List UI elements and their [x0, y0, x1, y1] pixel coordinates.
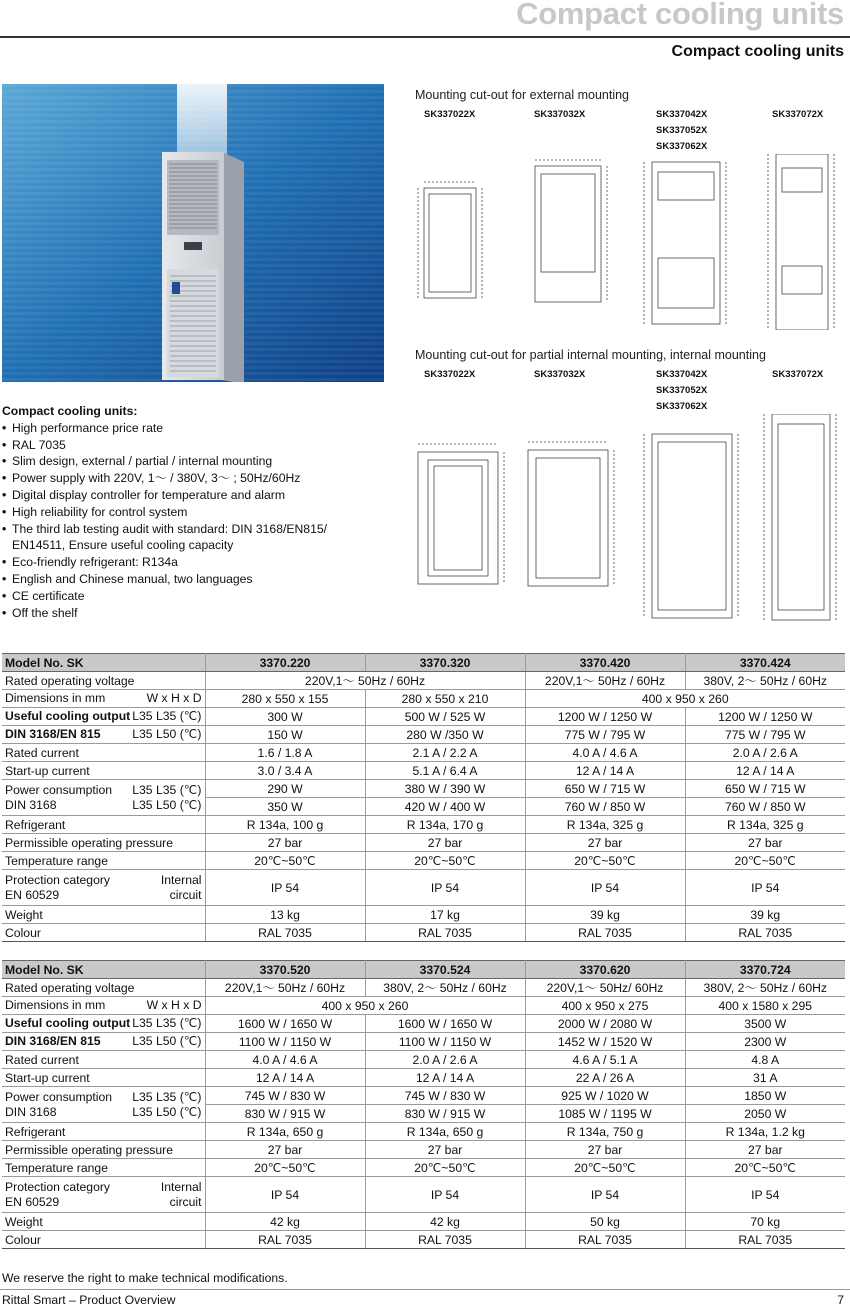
table-cell: 1850 W [685, 1087, 845, 1105]
table-cell: R 134a, 1.2 kg [685, 1123, 845, 1141]
feature-item: • CE certificate [2, 588, 382, 605]
table-cell: 1452 W / 1520 W [525, 1033, 685, 1051]
row-label: Weight [2, 1213, 205, 1231]
diagram-model-label: SK337042X SK337052X SK337062X [656, 109, 708, 152]
row-label: Start-up current [2, 762, 205, 780]
table-row [2, 997, 845, 1015]
table-cell: RAL 7035 [365, 924, 525, 942]
feature-item: • High reliability for control system [2, 504, 382, 521]
feature-item: • High performance price rate [2, 420, 382, 437]
table-cell: 31 A [685, 1069, 845, 1087]
table-cell: 830 W / 915 W [205, 1105, 365, 1123]
table-row [2, 690, 845, 708]
table-cell: 290 W [205, 780, 365, 798]
table-row [2, 1015, 845, 1033]
table-cell: 380V, 2～ 50Hz / 60Hz [365, 979, 525, 997]
table-cell: RAL 7035 [525, 924, 685, 942]
row-label: DIN 3168 [5, 797, 57, 812]
table-cell: 3.0 / 3.4 A [205, 762, 365, 780]
table-cell: 1.6 / 1.8 A [205, 744, 365, 762]
table-row [2, 780, 845, 798]
table-cell: IP 54 [365, 1177, 525, 1213]
table-cell: 2.0 A / 2.6 A [365, 1051, 525, 1069]
table-cell: RAL 7035 [525, 1231, 685, 1249]
row-label: Power consumption [5, 1089, 113, 1104]
external-mounting-caption: Mounting cut-out for external mounting [415, 88, 630, 102]
table-row [2, 924, 845, 942]
table-row [2, 979, 845, 997]
table-cell: 22 A / 26 A [525, 1069, 685, 1087]
table-cell: 220V,1～ 50Hz/ 60Hz [525, 979, 685, 997]
diagram-model-label: SK337072X [772, 369, 824, 380]
table-cell: RAL 7035 [365, 1231, 525, 1249]
row-label: Rated operating voltage [2, 672, 205, 690]
spec-table-2 [2, 960, 845, 1249]
model-number: 3370.724 [685, 961, 845, 979]
row-label: Temperature range [2, 1159, 205, 1177]
table-row [2, 870, 845, 906]
table-cell: 27 bar [365, 1141, 525, 1159]
table-cell: 220V,1～ 50Hz / 60Hz [205, 672, 525, 690]
table-row [2, 816, 845, 834]
feature-item: • Eco-friendly refrigerant: R134a [2, 554, 382, 571]
table-row [2, 1231, 845, 1249]
row-label-unit: L35 L35 (℃) [132, 1089, 202, 1104]
row-label-unit: circuit [169, 887, 202, 902]
table-cell: 27 bar [685, 1141, 845, 1159]
table-cell: 745 W / 830 W [205, 1087, 365, 1105]
feature-item: EN14511, Ensure useful cooling capacity [12, 538, 234, 553]
row-label: DIN 3168 [5, 1104, 57, 1119]
table-cell: R 134a, 650 g [205, 1123, 365, 1141]
table-cell: 20℃~50℃ [525, 1159, 685, 1177]
table-cell: 400 x 950 x 275 [525, 997, 685, 1015]
table-cell: 20℃~50℃ [685, 852, 845, 870]
diagram-model-label: SK337032X [534, 369, 586, 380]
internal-mounting-caption: Mounting cut-out for partial internal mounting, internal mounting [415, 348, 766, 362]
row-label-unit: W x H x D [146, 691, 202, 705]
table-cell: 13 kg [205, 906, 365, 924]
table-cell: 775 W / 795 W [685, 726, 845, 744]
diagram-model-label: SK337022X [424, 369, 476, 380]
row-label: Permissible operating pressure [2, 1141, 205, 1159]
table-cell: RAL 7035 [685, 1231, 845, 1249]
row-label: DIN 3168/EN 815 [5, 1034, 101, 1048]
table-cell: 2.1 A / 2.2 A [365, 744, 525, 762]
table-cell: 380V, 2～ 50Hz / 60Hz [685, 672, 845, 690]
row-label: Useful cooling output [5, 709, 131, 723]
model-number: 3370.220 [205, 654, 365, 672]
table-row [2, 726, 845, 744]
model-number: 3370.524 [365, 961, 525, 979]
table-cell: RAL 7035 [685, 924, 845, 942]
title-rule [0, 36, 850, 38]
table-cell: 27 bar [365, 834, 525, 852]
feature-item: • Power supply with 220V, 1～ / 380V, 3～ ; 50Hz/60Hz [2, 470, 382, 487]
feature-item: • The third lab testing audit with standard: DIN 3168/EN815/ [2, 521, 382, 538]
table-cell: 12 A / 14 A [685, 762, 845, 780]
model-number: 3370.320 [365, 654, 525, 672]
table-cell: 42 kg [205, 1213, 365, 1231]
model-number: 3370.620 [525, 961, 685, 979]
table-cell: 420 W / 400 W [365, 798, 525, 816]
row-label-unit: L35 L50 (℃) [132, 1034, 202, 1048]
table-cell: RAL 7035 [205, 924, 365, 942]
table-cell: 760 W / 850 W [525, 798, 685, 816]
row-label: Rated current [2, 1051, 205, 1069]
table-cell: 400 x 1580 x 295 [685, 997, 845, 1015]
table-cell: 1100 W / 1150 W [205, 1033, 365, 1051]
table-cell: R 134a, 100 g [205, 816, 365, 834]
table-cell: IP 54 [685, 870, 845, 906]
table-cell: 830 W / 915 W [365, 1105, 525, 1123]
row-label-unit: L35 L50 (℃) [132, 727, 202, 741]
table-cell: 150 W [205, 726, 365, 744]
table-cell: R 134a, 170 g [365, 816, 525, 834]
table-cell: 1200 W / 1250 W [525, 708, 685, 726]
table-cell: IP 54 [205, 870, 365, 906]
row-label: Dimensions in mm [5, 691, 106, 705]
table-cell: 400 x 950 x 260 [525, 690, 845, 708]
model-number: 3370.424 [685, 654, 845, 672]
row-label: Weight [2, 906, 205, 924]
table-cell: 70 kg [685, 1213, 845, 1231]
row-label-unit: circuit [169, 1194, 202, 1209]
row-label: Permissible operating pressure [2, 834, 205, 852]
row-label-unit: L35 L35 (℃) [132, 1016, 202, 1030]
row-label-unit: L35 L50 (℃) [132, 1104, 202, 1119]
table-cell: 4.8 A [685, 1051, 845, 1069]
model-number: 3370.520 [205, 961, 365, 979]
row-label: Power consumption [5, 782, 113, 797]
table-row [2, 1123, 845, 1141]
table-cell: RAL 7035 [205, 1231, 365, 1249]
table-cell: 42 kg [365, 1213, 525, 1231]
table-row [2, 834, 845, 852]
row-label-unit: L35 L50 (℃) [132, 797, 202, 812]
table-cell: 220V,1～ 50Hz / 60Hz [205, 979, 365, 997]
table-row [2, 1033, 845, 1051]
row-label: Dimensions in mm [5, 998, 106, 1012]
page-big-title: Compact cooling units [516, 0, 844, 31]
table-cell: 1100 W / 1150 W [365, 1033, 525, 1051]
table-row [2, 1141, 845, 1159]
table-cell: 3500 W [685, 1015, 845, 1033]
table-row [2, 852, 845, 870]
table-row [2, 672, 845, 690]
footnote: We reserve the right to make technical modifications. [2, 1271, 288, 1285]
feature-item: • English and Chinese manual, two languages [2, 571, 382, 588]
table-cell: 27 bar [525, 1141, 685, 1159]
row-label: Colour [2, 1231, 205, 1249]
row-label: EN 60529 [5, 1194, 60, 1209]
table-row [2, 961, 845, 979]
table-cell: IP 54 [365, 870, 525, 906]
row-label: Refrigerant [2, 1123, 205, 1141]
feature-item: • Digital display controller for temperature and alarm [2, 487, 382, 504]
table-cell: 4.0 A / 4.6 A [205, 1051, 365, 1069]
table-cell: 500 W / 525 W [365, 708, 525, 726]
row-label: Protection category [5, 872, 111, 887]
table-row [2, 744, 845, 762]
row-label: Model No. SK [2, 654, 205, 672]
row-label: Rated current [2, 744, 205, 762]
diagram-model-label: SK337072X [772, 109, 824, 120]
table-cell: 400 x 950 x 260 [205, 997, 525, 1015]
table-cell: IP 54 [205, 1177, 365, 1213]
table-cell: 5.1 A / 6.4 A [365, 762, 525, 780]
mounting-diagrams [408, 86, 848, 634]
table-cell: IP 54 [525, 1177, 685, 1213]
diagram-model-label: SK337032X [534, 109, 586, 120]
spec-table-1 [2, 653, 845, 942]
table-cell: 39 kg [525, 906, 685, 924]
table-cell: 380 W / 390 W [365, 780, 525, 798]
row-label: Model No. SK [2, 961, 205, 979]
table-cell: 4.6 A / 5.1 A [525, 1051, 685, 1069]
page-number: 7 [837, 1293, 844, 1306]
feature-list [2, 403, 382, 621]
table-cell: 2050 W [685, 1105, 845, 1123]
feature-item: • Slim design, external / partial / internal mounting [2, 453, 382, 470]
table-cell: 745 W / 830 W [365, 1087, 525, 1105]
table-cell: 27 bar [205, 834, 365, 852]
row-label-unit: L35 L35 (℃) [132, 709, 202, 723]
table-row [2, 1213, 845, 1231]
table-cell: 17 kg [365, 906, 525, 924]
table-cell: 2300 W [685, 1033, 845, 1051]
table-cell: 20℃~50℃ [365, 1159, 525, 1177]
table-cell: 1200 W / 1250 W [685, 708, 845, 726]
row-label-unit: Internal [160, 872, 202, 887]
table-cell: 280 x 550 x 155 [205, 690, 365, 708]
table-cell: 20℃~50℃ [365, 852, 525, 870]
table-cell: 12 A / 14 A [205, 1069, 365, 1087]
row-label-unit: W x H x D [146, 998, 202, 1012]
table-cell: 760 W / 850 W [685, 798, 845, 816]
footer-rule [0, 1289, 850, 1290]
table-cell: 27 bar [205, 1141, 365, 1159]
table-cell: 27 bar [525, 834, 685, 852]
table-cell: 280 W /350 W [365, 726, 525, 744]
row-label: Start-up current [2, 1069, 205, 1087]
table-row [2, 1069, 845, 1087]
table-row [2, 708, 845, 726]
row-label: Useful cooling output [5, 1016, 131, 1030]
table-cell: 350 W [205, 798, 365, 816]
table-row [2, 1177, 845, 1213]
table-cell: 650 W / 715 W [525, 780, 685, 798]
model-number: 3370.420 [525, 654, 685, 672]
table-cell: R 134a, 750 g [525, 1123, 685, 1141]
table-cell: 20℃~50℃ [525, 852, 685, 870]
table-cell: 775 W / 795 W [525, 726, 685, 744]
table-cell: R 134a, 325 g [525, 816, 685, 834]
row-label: Colour [2, 924, 205, 942]
footer-text: Rittal Smart – Product Overview [2, 1293, 176, 1306]
table-cell: 20℃~50℃ [205, 852, 365, 870]
table-cell: 12 A / 14 A [365, 1069, 525, 1087]
table-cell: 2000 W / 2080 W [525, 1015, 685, 1033]
row-label: Protection category [5, 1179, 111, 1194]
table-cell: IP 54 [685, 1177, 845, 1213]
table-cell: 925 W / 1020 W [525, 1087, 685, 1105]
diagram-model-label: SK337022X [424, 109, 476, 120]
table-cell: IP 54 [525, 870, 685, 906]
table-cell: R 134a, 650 g [365, 1123, 525, 1141]
table-cell: 20℃~50℃ [205, 1159, 365, 1177]
row-label-unit: L35 L35 (℃) [132, 782, 202, 797]
table-cell: 220V,1～ 50Hz / 60Hz [525, 672, 685, 690]
table-cell: 1085 W / 1195 W [525, 1105, 685, 1123]
table-row [2, 1051, 845, 1069]
product-photo [2, 84, 384, 382]
table-cell: 2.0 A / 2.6 A [685, 744, 845, 762]
feature-item: • RAL 7035 [2, 437, 382, 454]
table-row [2, 762, 845, 780]
row-label: Temperature range [2, 852, 205, 870]
feature-item: • Off the shelf [2, 605, 382, 622]
table-cell: 300 W [205, 708, 365, 726]
table-row [2, 654, 845, 672]
internal-cutout-drawing [408, 414, 848, 634]
diagram-model-label: SK337042X SK337052X SK337062X [656, 369, 708, 412]
row-label-unit: Internal [160, 1179, 202, 1194]
table-row [2, 1159, 845, 1177]
table-cell: 1600 W / 1650 W [365, 1015, 525, 1033]
row-label: Refrigerant [2, 816, 205, 834]
table-cell: 380V, 2～ 50Hz / 60Hz [685, 979, 845, 997]
external-cutout-drawing [408, 154, 848, 330]
row-label: EN 60529 [5, 887, 60, 902]
page-sub-title: Compact cooling units [671, 43, 844, 60]
table-row [2, 1087, 845, 1105]
table-cell: 27 bar [685, 834, 845, 852]
table-cell: 50 kg [525, 1213, 685, 1231]
table-cell: 280 x 550 x 210 [365, 690, 525, 708]
row-label: Rated operating voltage [2, 979, 205, 997]
table-cell: 650 W / 715 W [685, 780, 845, 798]
table-cell: R 134a, 325 g [685, 816, 845, 834]
feature-heading: Compact cooling units: [2, 404, 138, 418]
table-row [2, 906, 845, 924]
table-cell: 20℃~50℃ [685, 1159, 845, 1177]
row-label: DIN 3168/EN 815 [5, 727, 101, 741]
table-cell: 4.0 A / 4.6 A [525, 744, 685, 762]
table-cell: 1600 W / 1650 W [205, 1015, 365, 1033]
table-cell: 39 kg [685, 906, 845, 924]
table-cell: 12 A / 14 A [525, 762, 685, 780]
